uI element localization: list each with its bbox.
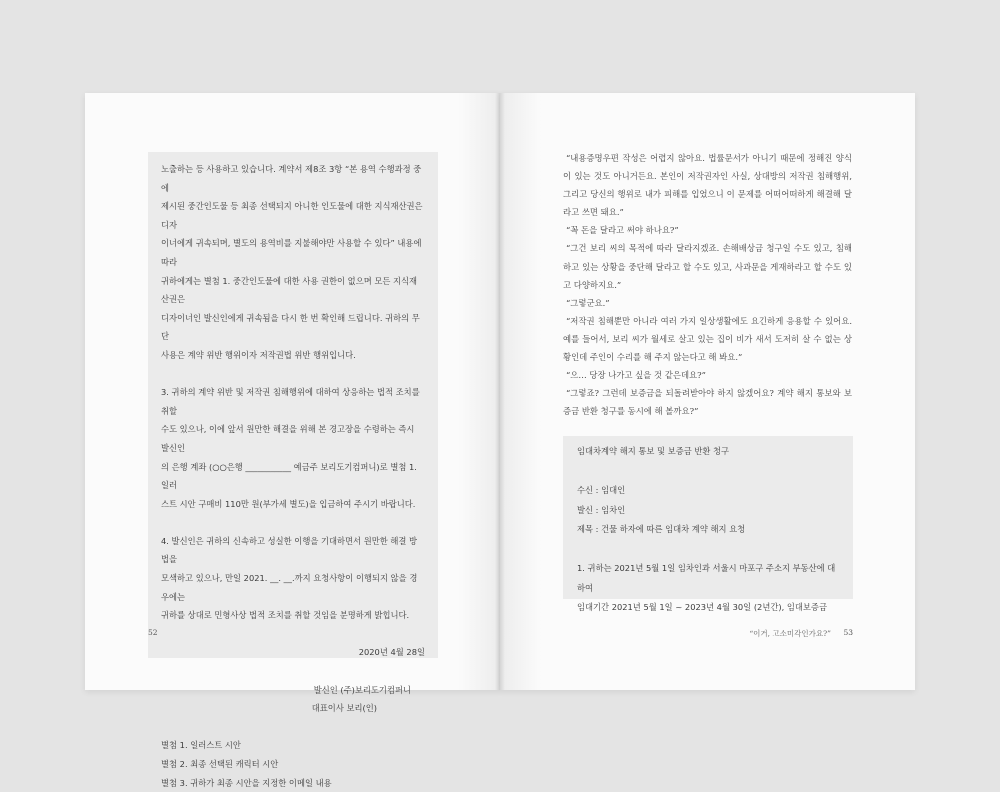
- open-book: [85, 93, 915, 788]
- dialogue-line: “꼭 돈을 달라고 써야 하나요?”: [566, 225, 679, 236]
- letter-line: 이너에게 귀속되며, 별도의 용역비를 지불해야만 사용할 수 있다” 내용에 따라: [161, 238, 422, 267]
- page-number-left: 52: [148, 628, 158, 637]
- letter-line: 귀하에게는 별첨 1. 중간인도물에 대한 사용 권한이 없으며 모든 지식재산권은: [161, 275, 418, 305]
- notice-item-line: 임대기간 2021년 5월 1일 ~ 2023년 4월 30일 (2년간), 임대보증금: [577, 602, 827, 612]
- dialogue-line: “으… 당장 나가고 싶을 것 같은데요?”: [566, 370, 706, 381]
- left-page: [85, 93, 500, 788]
- dialogue-line: “저작권 침해뿐만 아니라 여러 가지 일상생활에도 요긴하게 응용할 수 있어요. 예를 들어서, 보리 씨가 월세로 살고 있는 집이 비가 새서 도저히 살 수 없는 상황인데 주인이 수리를 해 주지 않는다고 해 봐요.”: [563, 315, 852, 363]
- notice-item-line: 1. 귀하는 2021년 5월 1일 임차인과 서울시 마포구 주소지 부동산에 대하여: [577, 563, 836, 593]
- attachment-item: 별첨 3. 귀하가 최종 시안을 지정한 이메일 내용: [161, 777, 332, 788]
- warning-letter-box: [148, 152, 438, 788]
- right-page: [500, 93, 915, 690]
- letter-representative: 대표이사 보리(인): [311, 703, 377, 714]
- book-gutter: [495, 93, 505, 690]
- dialogue-line: “그렇군요.”: [566, 297, 610, 308]
- attachment-item: 별첨 1. 일러스트 시안: [161, 740, 241, 751]
- dialogue-line: “그건 보리 씨의 목적에 따라 달라지겠죠. 손해배상금 청구일 수도 있고, 침해하고 있는 상황을 중단해 달라고 할 수도 있고, 사과문을 게재하라고 할 수도 있고 다양하지요.”: [563, 243, 852, 290]
- notice-subject: 제목 : 건물 하자에 따른 임대차 계약 해지 요청: [577, 524, 746, 534]
- page-number-right: 53: [843, 628, 853, 637]
- letter-line: 제시된 중간인도물 등 최종 선택되지 아니한 인도물에 대한 지식재산권은 디자: [161, 201, 423, 230]
- letter-line: 사용은 계약 위반 행위이자 저작권법 위반 행위입니다.: [161, 349, 356, 360]
- attachment-item: 별첨 2. 최종 선택된 캐릭터 시안: [161, 759, 279, 769]
- letter-line: 모색하고 있으나, 만일 2021. __. __.까지 요청사항이 이행되지 않을 경우에는: [161, 573, 418, 602]
- notice-recipient: 수신 : 임대인: [577, 485, 626, 495]
- dialogue-text: [563, 149, 852, 420]
- notice-title: 임대차계약 해지 통보 및 보증금 반환 청구: [577, 446, 730, 456]
- letter-date: 2020년 4월 28일: [358, 647, 425, 658]
- lease-termination-notice-box: [563, 436, 853, 612]
- letter-line: 디자이너인 발신인에게 귀속됨을 다시 한 번 확인해 드립니다. 귀하의 무단: [161, 312, 420, 342]
- dialogue-line: “그렇죠? 그런데 보증금을 되돌려받아야 하지 않겠어요? 계약 해지 통보와 보증금 반환 청구를 동시에 해 볼까요?”: [563, 388, 852, 417]
- letter-line: 3. 귀하의 계약 위반 및 저작권 침해행위에 대하여 상응하는 법적 조치를 취할: [161, 387, 420, 416]
- notice-sender: 발신 : 임차인: [577, 504, 626, 515]
- letter-line: 노출하는 등 사용하고 있습니다. 계약서 제8조 3항 “본 용역 수행과정 중에: [161, 164, 422, 193]
- letter-line: 수도 있으나, 이에 앞서 원만한 해결을 위해 본 경고장을 수령하는 즉시 발신인: [161, 424, 415, 453]
- letter-line: 4. 발신인은 귀하의 신속하고 성실한 이행을 기대하면서 원만한 해결 방법을: [161, 535, 418, 565]
- letter-line: 스트 시안 구매비 110만 원(부가세 별도)을 입금하여 주시기 바랍니다.: [161, 498, 416, 509]
- dialogue-line: “내용증명우편 작성은 어렵지 않아요. 법률문서가 아니기 때문에 정해진 양식이 있는 것도 아니거든요. 본인이 저작권자인 사실, 상대방의 저작권 침해행위, 그리고 당신의 행위로 내가 피해를 입었으니 이 문제를 어떠어떠하게 해결해 달라고 쓰면 돼요.”: [563, 153, 852, 218]
- letter-line: 의 은행 계좌 (○○은행 ___________ 예금주 보리도기컴퍼니)로 별첨 1. 일러: [161, 461, 417, 491]
- letter-sender: 발신인 (주)보리도기컴퍼니: [313, 684, 411, 695]
- letter-line: 귀하를 상대로 민형사상 법적 조치를 취할 것임을 분명하게 밝힙니다.: [161, 610, 410, 621]
- running-head: “이거, 고소미각인가요?”: [749, 629, 831, 638]
